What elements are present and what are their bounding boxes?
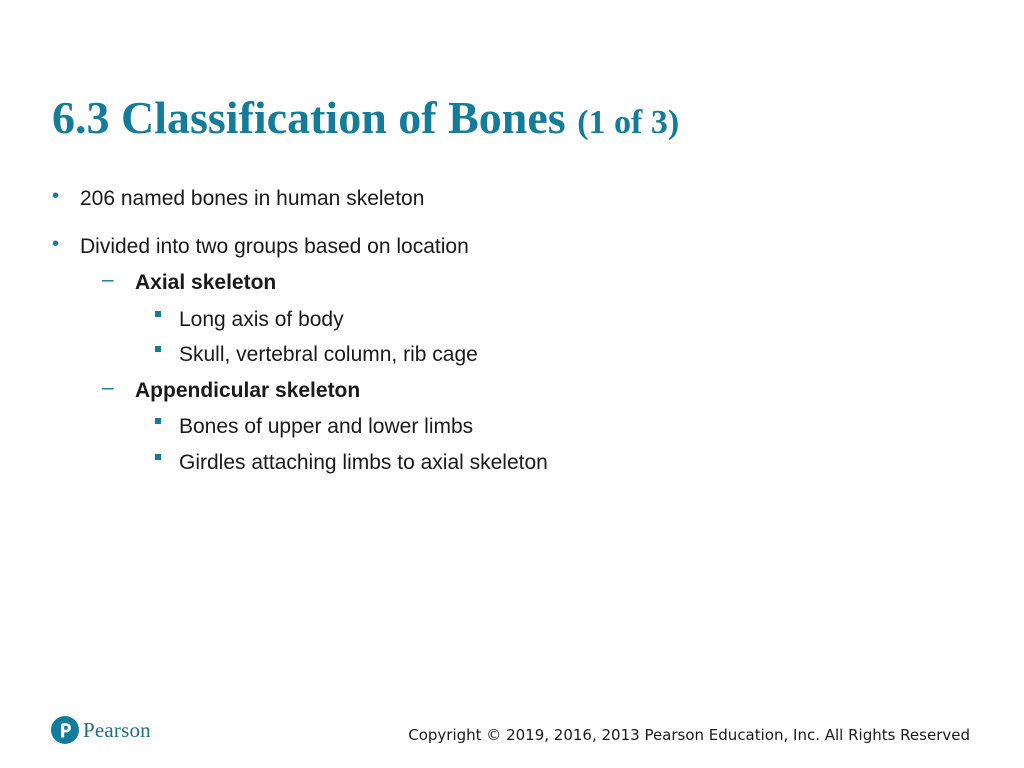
- square-bullet-icon: [155, 418, 161, 424]
- pearson-p-logo-icon: [51, 716, 79, 744]
- sub-sub-bullet-text: Long axis of body: [179, 308, 344, 331]
- sub-bullet-text: Axial skeleton: [135, 271, 277, 294]
- sub-sub-bullet-text: Bones of upper and lower limbs: [179, 415, 474, 438]
- bullet-item: [52, 185, 425, 212]
- bullet-dot-icon: •: [52, 185, 60, 207]
- square-bullet-icon: [155, 346, 161, 352]
- dash-bullet-icon: –: [102, 376, 114, 399]
- square-bullet-icon: [155, 454, 161, 460]
- sub-bullet-item: [102, 268, 277, 296]
- copyright-notice: Copyright © 2019, 2016, 2013 Pearson Education, Inc. All Rights Reserved: [408, 726, 970, 744]
- pearson-logo-text: Pearson: [83, 717, 151, 742]
- sub-bullet-item: [102, 376, 361, 404]
- dash-bullet-icon: –: [102, 268, 114, 291]
- bullet-dot-icon: •: [52, 233, 60, 255]
- bullet-text: Divided into two groups based on location: [80, 235, 469, 258]
- sub-sub-bullet-item: [179, 307, 344, 333]
- sub-sub-bullet-item: [179, 414, 473, 440]
- bullet-item: [52, 233, 469, 260]
- sub-sub-bullet-text: Skull, vertebral column, rib cage: [179, 343, 478, 366]
- sub-sub-bullet-item: [179, 342, 478, 368]
- sub-sub-bullet-item: [179, 450, 548, 476]
- sub-bullet-text: Appendicular skeleton: [135, 379, 361, 402]
- bullet-text: 206 named bones in human skeleton: [80, 187, 425, 210]
- slide-title-suffix: (1 of 3): [577, 104, 680, 141]
- sub-sub-bullet-text: Girdles attaching limbs to axial skeleton: [179, 451, 548, 474]
- slide-title-main: 6.3 Classification of Bones: [52, 92, 566, 143]
- pearson-logo: [51, 713, 151, 747]
- square-bullet-icon: [155, 311, 161, 317]
